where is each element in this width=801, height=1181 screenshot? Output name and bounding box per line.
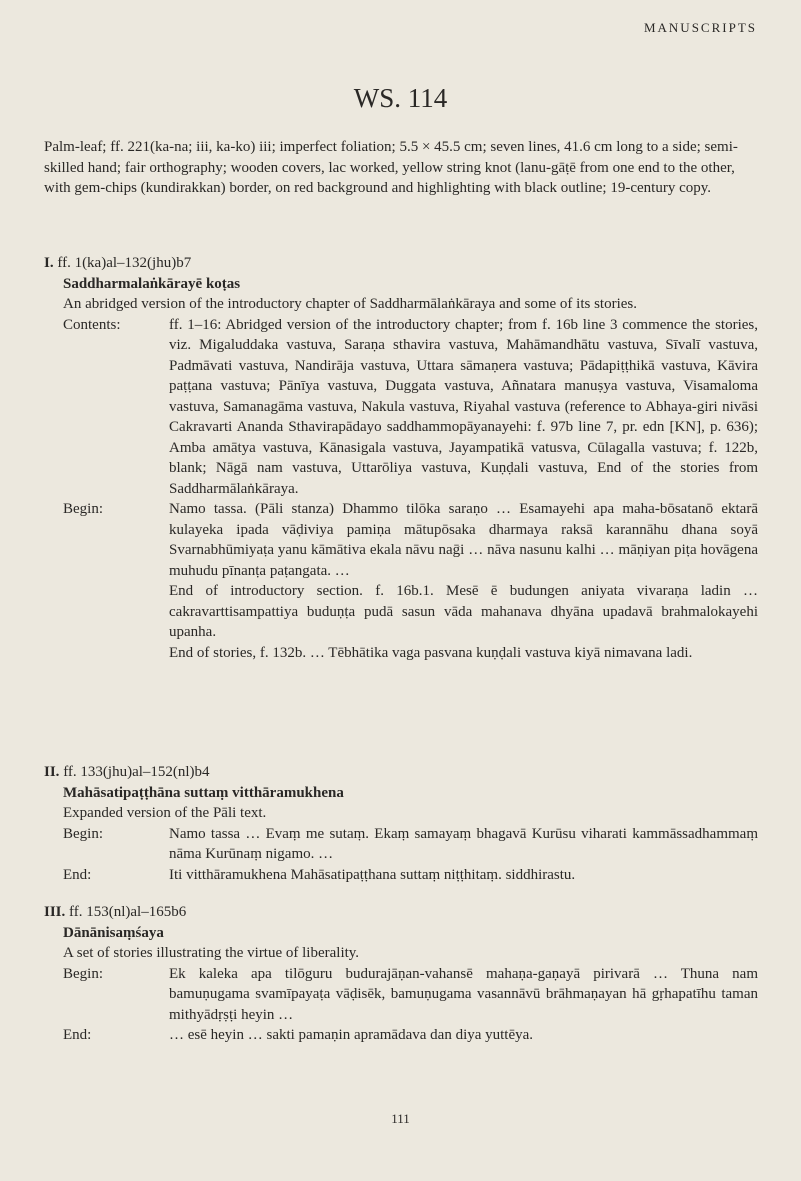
end-row (44, 1025, 758, 1046)
section-3-heading (44, 902, 758, 964)
begin-text: Namo tassa … Evaṃ me sutaṃ. Ekaṃ samayaṃ bhagavā Kurūsu viharati kammāssadhammaṃ nāma Kurūnaṃ nigamo. … (169, 825, 758, 862)
section-folios: ff. 133(jhu)al–152(nl)b4 (63, 764, 210, 780)
section-folios: ff. 153(nl)al–165b6 (69, 904, 187, 920)
begin-row (44, 499, 758, 663)
end-label: End: (63, 1027, 92, 1043)
end-label: End: (63, 866, 92, 883)
contents-label: Contents: (63, 316, 121, 333)
section-number: II. (44, 764, 60, 780)
section-title: Saddharmalaṅkārayē koṭas (63, 275, 241, 292)
section-description: Expanded version of the Pāli text. (63, 805, 267, 821)
page-title: WS. 114 (353, 83, 448, 113)
section-2 (44, 762, 758, 885)
section-description: An abridged version of the introductory chapter of Saddharmālaṅkāraya and some of its stories. (63, 296, 637, 312)
begin-label: Begin: (63, 825, 103, 842)
section-1 (44, 253, 758, 663)
begin-paragraph: End of stories, f. 132b. … Tēbhātika vaga pasvana kuṇḍali vastuva kiyā nimavana ladi. (169, 644, 693, 661)
contents-row (44, 315, 758, 500)
begin-label: Begin: (63, 965, 103, 982)
begin-paragraph: Namo tassa. (Pāli stanza) Dhammo tilōka saraṇo … Esamayehi apa maha-bōsatanō ektarā kulayeka ipada vāḍiviya pamiṇa mātupōsaka dharmaya raksā karannāhu dhana soyā Svarnabhūmiyaṭa yanu kāmātiva ekala nāvu naḡi … nāva nasunu kalhi … māṇiyan piṭa hovāgena muhudu pīnanṭa paṭangata. … (169, 501, 758, 579)
section-title: Dānānisaṃśaya (63, 924, 164, 941)
section-number: I. (44, 255, 54, 271)
end-row (44, 865, 758, 886)
section-3 (44, 902, 758, 1046)
section-number: III. (44, 904, 66, 920)
begin-text: Ek kaleka apa tilōguru budurajāṇan-vahansē mahaṇa-gaṇayā pirivarā … Thuna nam bamuṇugama svamīpayaṭa vāḍisēk, bamuṇugama vasannāvū brāhmaṇayan hā gṛhapatīhu taman mithyādṛṣṭi heyin … (169, 965, 758, 1023)
page-number: 111 (391, 1111, 410, 1126)
begin-text (169, 499, 758, 663)
begin-row (44, 964, 758, 1026)
begin-label: Begin: (63, 501, 103, 517)
section-2-heading (44, 762, 758, 824)
section-title: Mahāsatipaṭṭhāna suttaṃ vitthāramukhena (63, 784, 344, 801)
end-text: Iti vitthāramukhena Mahāsatipaṭṭhana suttaṃ niṭṭhitaṃ. siddhirastu. (169, 866, 576, 883)
begin-paragraph: End of introductory section. f. 16b.1. Mesē ē budungen aniyata vivaraṇa ladin … cakravarttisampattiya buduṇṭa pudā sasun vāda mahanava dhyāna upadavā brahmalokayehi upanha. (169, 583, 758, 640)
section-folios: ff. 1(ka)al–132(jhu)b7 (57, 255, 192, 271)
contents-text: ff. 1–16: Abridged version of the introductory chapter; from f. 16b line 3 commence the stories, viz. Migaluddaka vastuva, Saraṇa sthavira vastuva, Mahāmandhātu vastuva, Sīvalī vastuva, Padmāvati vastuva, Nandirāja vastuva, Uttara sāmaṇera vastuva; Pādapiṭṭhikā vastuva, Kāvira paṭṭana vastuva; Pānīya vastuva, Duggata vastuva, Añnatara manuṣya vastuva, Visamaloma vastuva, Samanagāma vastuva, Nakula vastuva, Riyahal vastuva (reference to Abhaya-giri nivāsi Cakravarti Ananda Sthavirapādayo saddhammopāyanayehi: f. 97b line 7, pr. edn [KN], p. 636); Amba amātya vastuva, Kānasigala vastuva, Jayampatikā vatusva, Cūlagalla vastuva; f. 122b, blank; Nāgā nam vastuva, Uttarōliya vastuva, Kuṇḍali vastuva, End of the stories from Saddharmālaṅkāraya. (169, 316, 758, 497)
end-text: … esē heyin … sakti pamaṇin apramādava dan diya yuttēya. (169, 1027, 534, 1043)
section-description: A set of stories illustrating the virtue of liberality. (63, 945, 360, 961)
running-head: MANUSCRIPTS (643, 20, 757, 35)
section-1-heading (44, 253, 758, 315)
begin-row (44, 824, 758, 865)
intro-paragraph: Palm-leaf; ff. 221(ka-na; iii, ka-ko) iii; imperfect foliation; 5.5 × 45.5 cm; seven lines, 41.6 cm long to a side; semi-skilled hand; fair orthography; wooden covers, lac worked, yellow string knot (lanu-gāṭē from one end to the other, with gem-chips (kundirakkan) border, on red background and highlighting with black outline; 19-century copy. (44, 139, 738, 196)
